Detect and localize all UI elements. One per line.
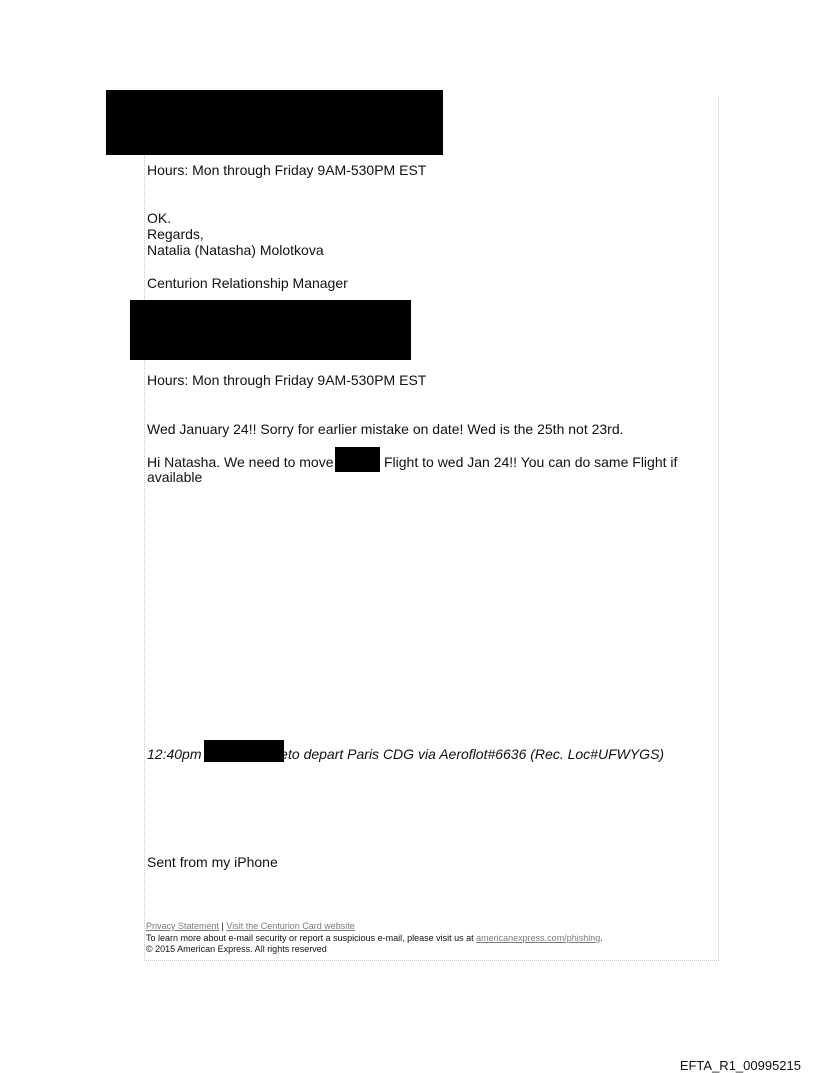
phishing-link[interactable]: americanexpress.com/phishing [476, 933, 601, 943]
copyright-text: © 2015 American Express. All rights reserved [146, 944, 327, 954]
email-frame [144, 96, 719, 961]
itinerary-text: to depart Paris CDG via Aeroflot#6636 (Rec. Loc#UFWYGS) [288, 746, 665, 762]
signature-text: Sent from my iPhone [147, 854, 278, 870]
date-correction-text: Wed January 24!! Sorry for earlier mistake on date! Wed is the 25th not 23rd. [147, 421, 624, 437]
redaction-inline-name [335, 447, 380, 472]
request-text-part3: available [147, 469, 203, 485]
footer-separator: | [221, 921, 224, 931]
centurion-website-link[interactable]: Visit the Centurion Card website [226, 921, 355, 931]
phishing-period: . [600, 933, 603, 943]
redaction-inline-destination [204, 740, 284, 762]
hours-text-1: Hours: Mon through Friday 9AM-530PM EST [147, 162, 427, 178]
request-text-part1: Hi Natasha. We need to move [147, 454, 334, 470]
document-id: EFTA_R1_00995215 [679, 1058, 801, 1073]
reply-line-ok: OK. [147, 210, 172, 226]
footer-links-row [146, 921, 355, 931]
privacy-statement-link[interactable]: Privacy Statement [146, 921, 220, 931]
request-text-part2: Flight to wed Jan 24!! You can do same Flight if [384, 454, 678, 470]
redaction-block-header-1 [106, 90, 443, 155]
reply-line-regards: Regards, [147, 226, 204, 242]
footer-security-row [146, 933, 603, 943]
security-text: To learn more about e-mail security or report a suspicious e-mail, please visit us at [146, 933, 474, 943]
redaction-block-header-2 [130, 300, 411, 360]
sender-name: Natalia (Natasha) Molotkova [147, 242, 324, 258]
itinerary-time: 12:40pm [147, 746, 202, 762]
sender-title: Centurion Relationship Manager [147, 275, 348, 291]
itinerary-fragment: e [280, 746, 288, 762]
hours-text-2: Hours: Mon through Friday 9AM-530PM EST [147, 372, 427, 388]
